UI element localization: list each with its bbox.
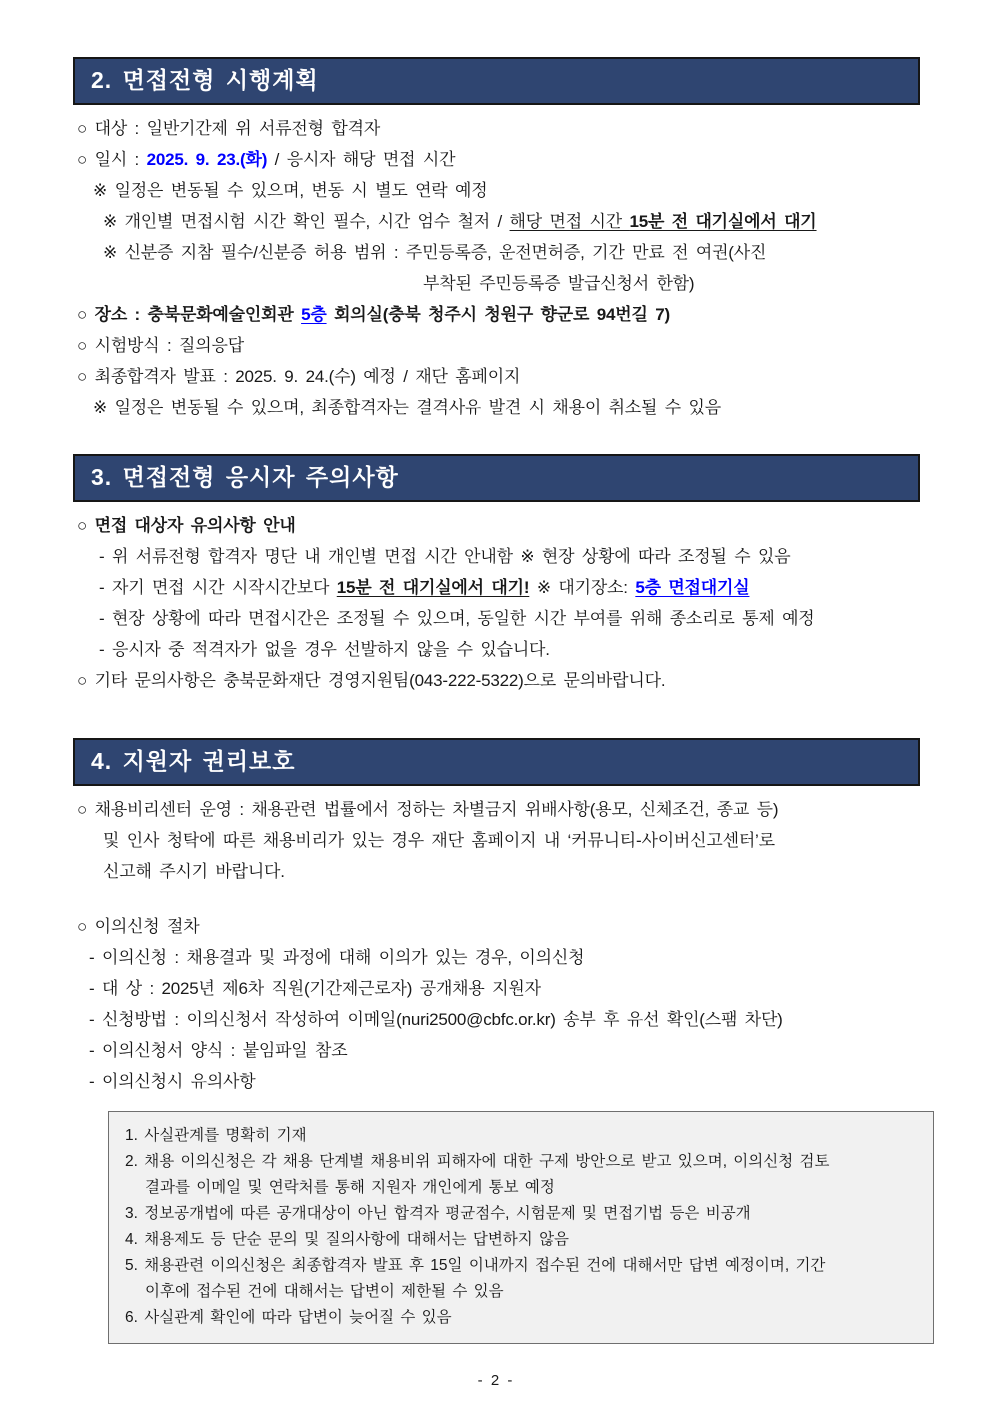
text-line: [123, 1227, 919, 1253]
section-body-applicant-rights: [73, 786, 920, 1097]
text-segment: ※ 대기장소:: [529, 578, 636, 597]
text-line: [75, 510, 920, 541]
text-segment: - 자기 면접 시간 시작시간보다: [99, 578, 337, 597]
section-title: 4. 지원자 권리보호: [91, 748, 296, 774]
text-segment: 회의실(충북 청주시 청원구 향군로 94번길 7): [326, 305, 670, 324]
text-line: [123, 1253, 919, 1279]
text-segment: ○ 채용비리센터 운영 : 채용관련 법률에서 정하는 차별금지 위배사항(용모, 신체조건, 종교 등): [77, 800, 779, 819]
text-line: [75, 942, 920, 973]
text-line: [75, 794, 920, 825]
text-segment: ○ 이의신청 절차: [77, 917, 200, 936]
text-line: [75, 206, 920, 237]
text-line: [75, 144, 920, 175]
text-segment: ※ 신분증 지참 필수/신분증 허용 범위 : 주민등록증, 운전면허증, 기간 만료 전 여권(사진: [103, 243, 767, 262]
text-line: [75, 1004, 920, 1035]
text-segment: 3. 정보공개법에 따른 공개대상이 아닌 합격자 평균점수, 시험문제 및 면접기법 등은 비공개: [125, 1205, 751, 1222]
text-line: [75, 572, 920, 603]
text-segment: - 이의신청 : 채용결과 및 과정에 대해 이의가 있는 경우, 이의신청: [89, 948, 585, 967]
text-line: [75, 268, 920, 299]
text-segment: 2025. 9. 23.(화): [146, 150, 268, 169]
text-line: [123, 1305, 919, 1331]
text-segment: / 응시자 해당 면접 시간: [267, 150, 456, 169]
section-title: 2. 면접전형 시행계획: [91, 67, 319, 93]
text-segment: ○ 시험방식 : 질의응답: [77, 336, 244, 355]
text-segment: 5. 채용관련 이의신청은 최종합격자 발표 후 15일 이내까지 접수된 건에 대해서만 답변 예정이며, 기간: [125, 1257, 826, 1274]
section-body-interview-plan: [73, 105, 920, 423]
text-line: [75, 825, 920, 856]
text-segment: 5층 면접대기실: [635, 578, 750, 597]
text-line: [75, 299, 920, 330]
text-line: [75, 392, 920, 423]
text-line: [75, 634, 920, 665]
text-segment: ○ 기타 문의사항은 충북문화재단 경영지원팀(043-222-5322)으로 문의바랍니다.: [77, 671, 666, 690]
text-segment: 15분 전 대기실에서 대기!: [336, 578, 530, 597]
text-line: [75, 175, 920, 206]
text-line: [75, 237, 920, 268]
text-segment: ○ 일시 :: [77, 150, 147, 169]
text-segment: ※ 개인별 면접시험 시간 확인 필수, 시간 엄수 철저 /: [103, 212, 510, 231]
text-line: [75, 665, 920, 696]
text-segment: ※ 일정은 변동될 수 있으며, 최종합격자는 결격사유 발견 시 채용이 취소될 수 있음: [93, 398, 721, 417]
text-segment: 및 인사 청탁에 따른 채용비리가 있는 경우 재단 홈페이지 내 ‘커뮤니티-사이버신고센터’로: [103, 831, 775, 850]
text-segment: 부착된 주민등록증 발급신청서 한함): [423, 274, 695, 293]
text-line: [75, 541, 920, 572]
text-line: [75, 1035, 920, 1066]
text-segment: ○ 면접 대상자 유의사항 안내: [77, 516, 296, 535]
text-line: [75, 361, 920, 392]
text-line: [75, 1066, 920, 1097]
text-segment: ○ 장소 : 충북문화예술인회관: [77, 305, 302, 324]
document-content: [73, 57, 920, 1344]
text-segment: - 이의신청서 양식 : 붙임파일 참조: [89, 1041, 348, 1060]
text-segment: - 이의신청시 유의사항: [89, 1072, 256, 1091]
text-line: [123, 1201, 919, 1227]
text-segment: ○ 대상 : 일반기간제 위 서류전형 합격자: [77, 119, 381, 138]
text-segment: 4. 채용제도 등 단순 문의 및 질의사항에 대해서는 답변하지 않음: [125, 1231, 570, 1248]
text-line: [75, 603, 920, 634]
text-segment: 1. 사실관계를 명확히 기재: [125, 1127, 307, 1144]
text-segment: 2. 채용 이의신청은 각 채용 단계별 채용비위 피해자에 대한 구제 방안으로 받고 있으며, 이의신청 검토: [125, 1153, 830, 1170]
text-line: [75, 856, 920, 887]
text-line: [123, 1175, 919, 1201]
text-segment: 15분 전 대기실에서 대기: [629, 212, 817, 231]
text-line: [75, 330, 920, 361]
text-segment: 5층: [301, 305, 327, 324]
text-segment: ○ 최종합격자 발표 : 2025. 9. 24.(수) 예정 / 재단 홈페이지: [77, 367, 521, 386]
text-segment: 이후에 접수된 건에 대해서는 답변이 제한될 수 있음: [145, 1283, 504, 1300]
text-segment: - 대 상 : 2025년 제6차 직원(기간제근로자) 공개채용 지원자: [89, 979, 541, 998]
text-line: [75, 113, 920, 144]
page-number: - 2 -: [477, 1372, 515, 1389]
text-segment: 신고해 주시기 바랍니다.: [103, 862, 285, 881]
text-segment: 해당 면접 시간: [509, 212, 630, 231]
text-segment: - 신청방법 : 이의신청서 작성하여 이메일(nuri2500@cbfc.or.kr) 송부 후 유선 확인(스팸 차단): [89, 1010, 783, 1029]
section-body-applicant-notes: [73, 502, 920, 696]
text-segment: - 현장 상황에 따라 면접시간은 조정될 수 있으며, 동일한 시간 부여를 위해 종소리로 통제 예정: [99, 609, 815, 628]
text-line: [75, 973, 920, 1004]
text-segment: 결과를 이메일 및 연락처를 통해 지원자 개인에게 통보 예정: [145, 1179, 555, 1196]
section-header-interview-plan: [73, 57, 920, 105]
text-segment: - 응시자 중 적격자가 없을 경우 선발하지 않을 수 있습니다.: [99, 640, 550, 659]
section-header-applicant-notes: [73, 454, 920, 502]
section-title: 3. 면접전형 응시자 주의사항: [91, 464, 399, 490]
text-line: [123, 1279, 919, 1305]
text-line: [123, 1123, 919, 1149]
text-line: [123, 1149, 919, 1175]
text-line: [75, 911, 920, 942]
objection-notice-box: [108, 1111, 934, 1344]
text-segment: - 위 서류전형 합격자 명단 내 개인별 면접 시간 안내함 ※ 현장 상황에 따라 조정될 수 있음: [99, 547, 791, 566]
text-segment: 6. 사실관계 확인에 따라 답변이 늦어질 수 있음: [125, 1309, 452, 1326]
section-header-applicant-rights: [73, 738, 920, 786]
text-segment: ※ 일정은 변동될 수 있으며, 변동 시 별도 연락 예정: [93, 181, 488, 200]
